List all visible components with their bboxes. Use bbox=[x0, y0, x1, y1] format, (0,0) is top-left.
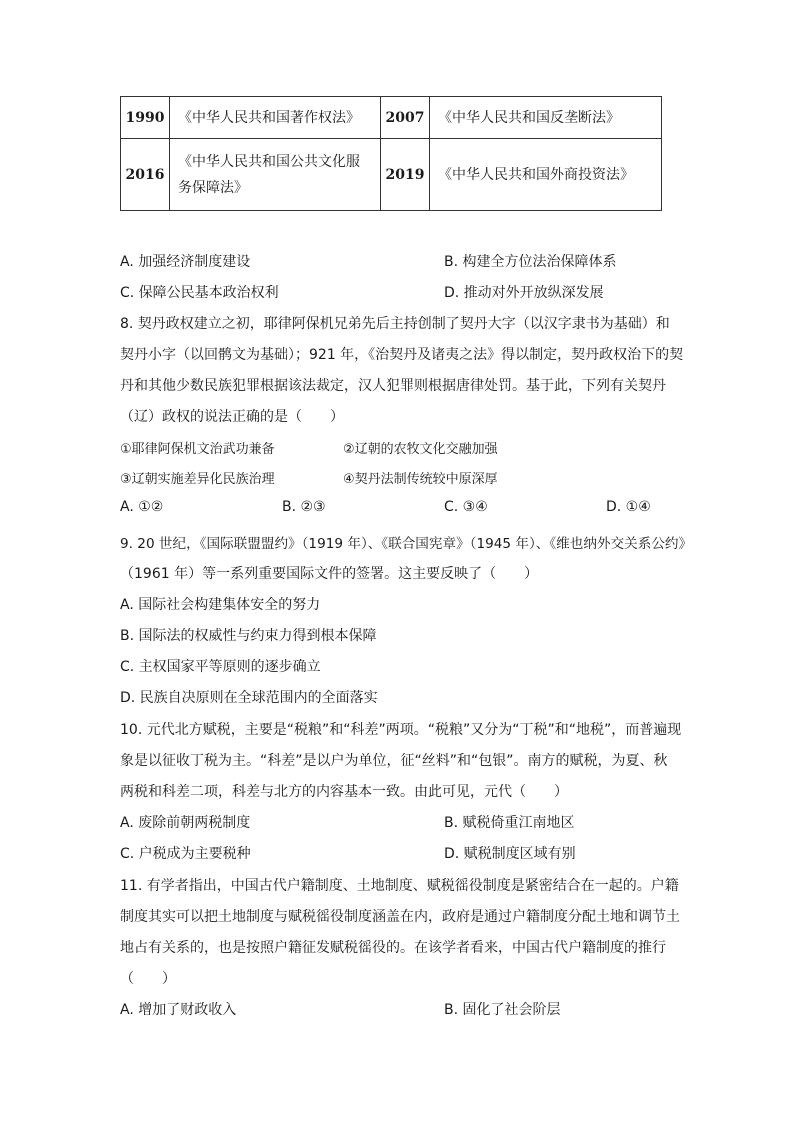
q7-option-d: D. 推动对外开放纵深发展 bbox=[444, 285, 604, 301]
q10-option-b: B. 赋税倚重江南地区 bbox=[444, 815, 575, 831]
q11-stem-line: 制度其实可以把土地制度与赋税徭役制度涵盖在内，政府是通过户籍制度分配土地和调节土 bbox=[120, 909, 680, 925]
q8-option-b: B. ②③ bbox=[282, 499, 326, 515]
q7-option-c: C. 保障公民基本政治权利 bbox=[120, 285, 279, 301]
law-cell: 《中华人民共和国公共文化服务保障法》 bbox=[170, 139, 381, 211]
q8-item-3: ③辽朝实施差异化民族治理 bbox=[120, 472, 275, 487]
q10-stem-line: 两税和科差二项，科差与北方的内容基本一致。由此可见，元代（ ） bbox=[120, 784, 568, 800]
q9-option-c: C. 主权国家平等原则的逐步确立 bbox=[120, 659, 321, 675]
q11-stem-line: 地占有关系的，也是按照户籍征发赋税徭役的。在该学者看来，中国古代户籍制度的推行 bbox=[120, 940, 666, 956]
q11-stem-line: （ ） bbox=[120, 971, 176, 987]
q7-option-a: A. 加强经济制度建设 bbox=[120, 254, 251, 270]
q7-option-b: B. 构建全方位法治保障体系 bbox=[444, 254, 617, 270]
q8-item-2: ②辽朝的农牧文化交融加强 bbox=[343, 442, 498, 457]
q8-option-c: C. ③④ bbox=[444, 499, 488, 515]
q9-option-b: B. 国际法的权威性与约束力得到根本保障 bbox=[120, 628, 377, 644]
q8-option-d: D. ①④ bbox=[606, 499, 651, 515]
q10-stem-line: 象是以征收丁税为主。“科差”是以户为单位，征“丝料”和“包银”。南方的赋税，为夏、秋 bbox=[120, 753, 668, 769]
q10-option-d: D. 赋税制度区域有别 bbox=[444, 846, 576, 862]
table-row bbox=[121, 139, 662, 211]
q11-stem-line: 11. 有学者指出，中国古代户籍制度、土地制度、赋税徭役制度是紧密结合在一起的。户籍 bbox=[120, 878, 679, 894]
q10-stem-line: 10. 元代北方赋税，主要是“税粮”和“科差”两项。“税粮”又分为“丁税”和“地税”，而普遍现 bbox=[120, 722, 682, 738]
year-cell: 2019 bbox=[381, 139, 430, 211]
q9-stem-line: 9. 20 世纪，《国际联盟盟约》（1919 年）、《联合国宪章》（1945 年）、《维也纳外交关系公约》 bbox=[120, 536, 693, 552]
q9-stem-line: （1961 年）等一系列重要国际文件的签署。这主要反映了（ ） bbox=[120, 566, 539, 582]
q10-option-c: C. 户税成为主要税种 bbox=[120, 846, 251, 862]
law-cell: 《中华人民共和国著作权法》 bbox=[170, 97, 381, 139]
law-cell: 《中华人民共和国反垄断法》 bbox=[430, 97, 662, 139]
q9-option-a: A. 国际社会构建集体安全的努力 bbox=[120, 597, 321, 613]
q8-stem-line: 丹和其他少数民族犯罪根据该法裁定，汉人犯罪则根据唐律处罚。基于此，下列有关契丹 bbox=[120, 378, 666, 394]
q9-option-d: D. 民族自决原则在全球范围内的全面落实 bbox=[120, 690, 378, 706]
q8-stem-line: 契丹小字（以回鹘文为基础）；921 年，《治契丹及诸夷之法》得以制定，契丹政权治下的契 bbox=[120, 347, 684, 363]
q8-item-1: ①耶律阿保机文治武功兼备 bbox=[120, 442, 275, 457]
year-cell: 2007 bbox=[381, 97, 430, 139]
q11-option-b: B. 固化了社会阶层 bbox=[444, 1002, 561, 1018]
q8-option-a: A. ①② bbox=[120, 499, 164, 515]
q10-option-a: A. 废除前朝两税制度 bbox=[120, 815, 251, 831]
q8-stem-line: （辽）政权的说法正确的是（ ） bbox=[120, 409, 344, 425]
q11-option-a: A. 增加了财政收入 bbox=[120, 1002, 237, 1018]
table-row bbox=[121, 97, 662, 139]
law-table bbox=[120, 96, 662, 211]
year-cell: 1990 bbox=[121, 97, 170, 139]
q8-item-4: ④契丹法制传统较中原深厚 bbox=[343, 472, 498, 487]
year-cell: 2016 bbox=[121, 139, 170, 211]
q8-stem-line: 8. 契丹政权建立之初，耶律阿保机兄弟先后主持创制了契丹大字（以汉字隶书为基础）和 bbox=[120, 316, 670, 332]
law-cell: 《中华人民共和国外商投资法》 bbox=[430, 139, 662, 211]
